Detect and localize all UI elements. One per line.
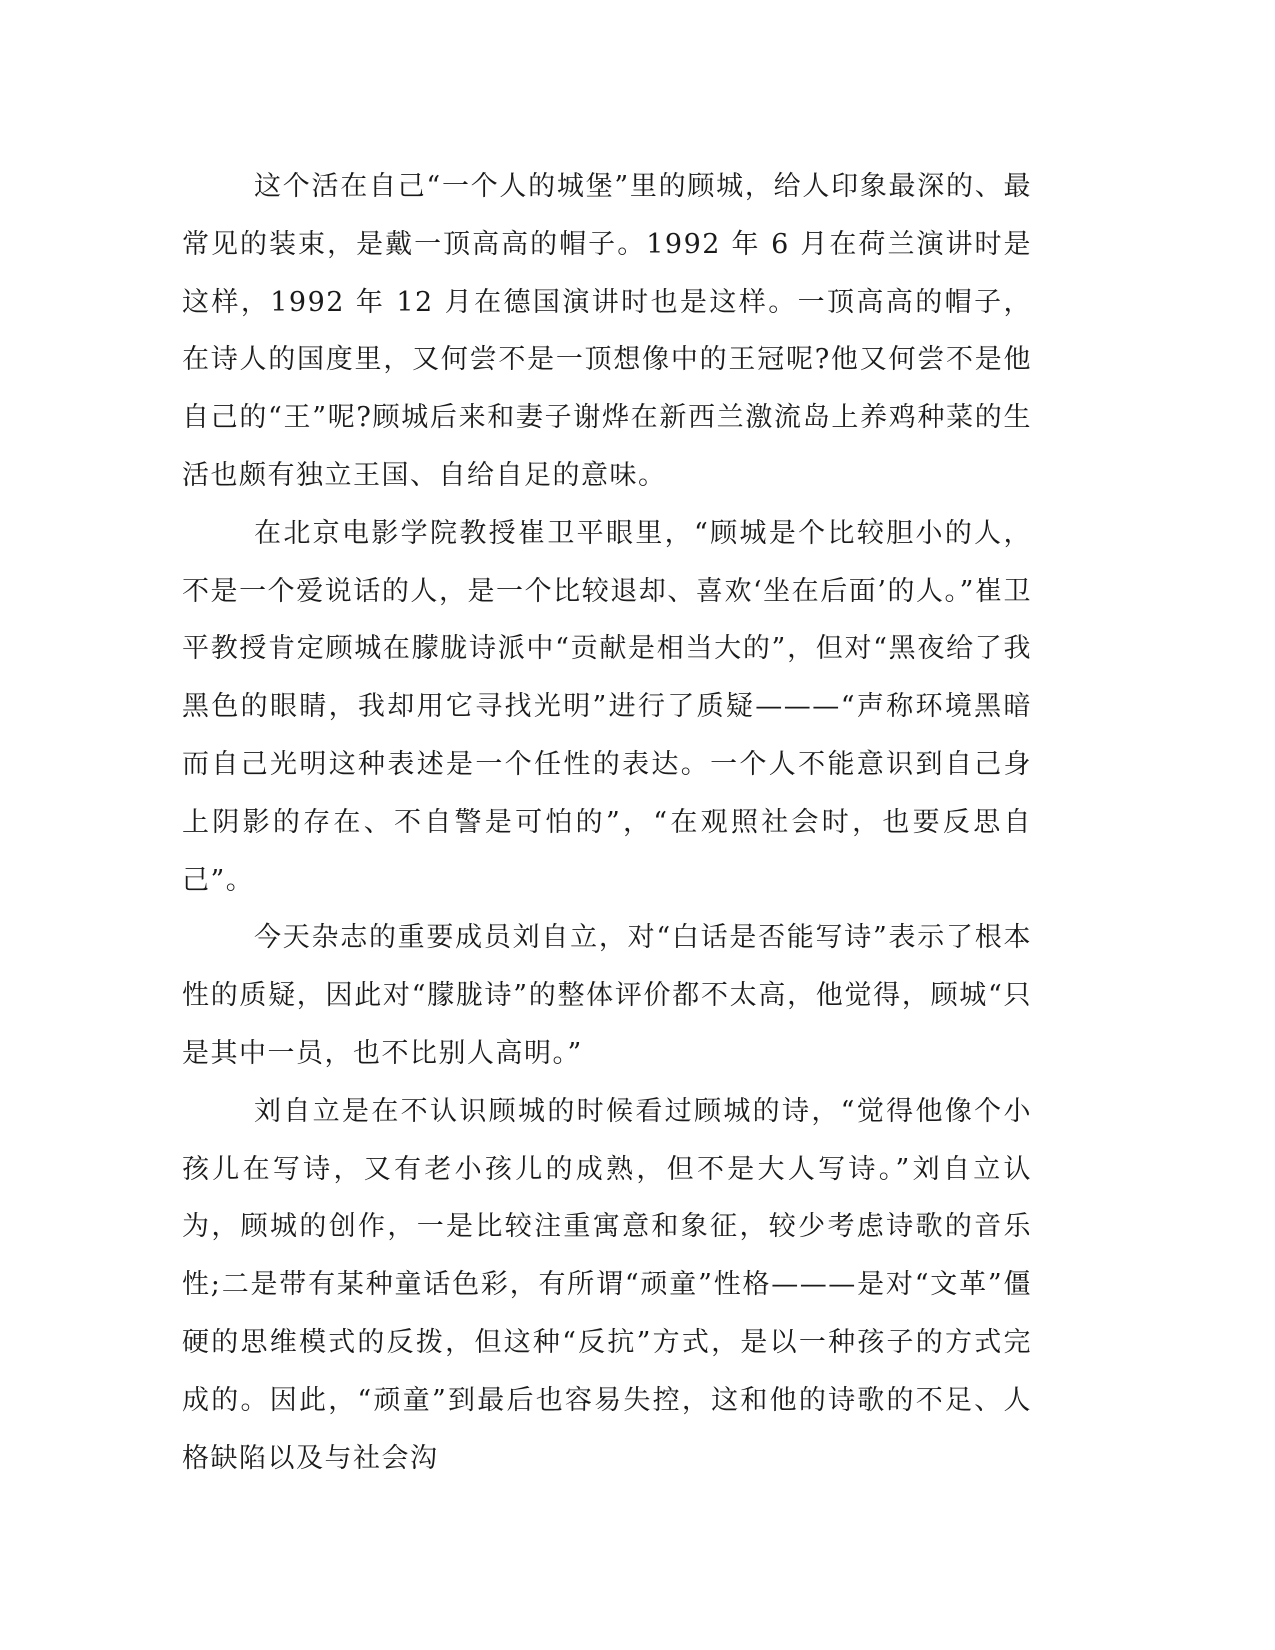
paragraph-4: 刘自立是在不认识顾城的时候看过顾城的诗，“觉得他像个小孩儿在写诗，又有老小孩儿的成熟，但不是大人写诗。”刘自立认为，顾城的创作，一是比较注重寓意和象征，较少考虑诗歌的音乐性;二是带有某种童话色彩，有所谓“顽童”性格———是对“文革”僵硬的思维模式的反拨，但这种“反抗”方式，是以一种孩子的方式完成的。因此，“顽童”到最后也容易失控，这和他的诗歌的不足、人格缺陷以及与社会沟 [182, 1095, 1032, 1474]
paragraph-2: 在北京电影学院教授崔卫平眼里，“顾城是个比较胆小的人，不是一个爱说话的人，是一个比较退却、喜欢‘坐在后面’的人。”崔卫平教授肯定顾城在朦胧诗派中“贡献是相当大的”，但对“黑夜给了我黑色的眼睛，我却用它寻找光明”进行了质疑———“声称环境黑暗而自己光明这种表述是一个任性的表达。一个人不能意识到自己身上阴影的存在、不自警是可怕的”，“在观照社会时，也要反思自己”。 [182, 517, 1032, 896]
paragraph-1: 这个活在自己“一个人的城堡”里的顾城，给人印象最深的、最常见的装束，是戴一顶高高的帽子。1992 年 6 月在荷兰演讲时是这样，1992 年 12 月在德国演讲时也是这样。一顶高高的帽子，在诗人的国度里，又何尝不是一顶想像中的王冠呢?他又何尝不是他自己的“王”呢?顾城后来和妻子谢烨在新西兰激流岛上养鸡种菜的生活也颇有独立王国、自给自足的意味。 [182, 171, 1032, 491]
body-text [182, 158, 1032, 1487]
paragraph-3: 今天杂志的重要成员刘自立，对“白话是否能写诗”表示了根本性的质疑，因此对“朦胧诗”的整体评价都不太高，他觉得，顾城“只是其中一员，也不比别人高明。” [182, 922, 1032, 1069]
